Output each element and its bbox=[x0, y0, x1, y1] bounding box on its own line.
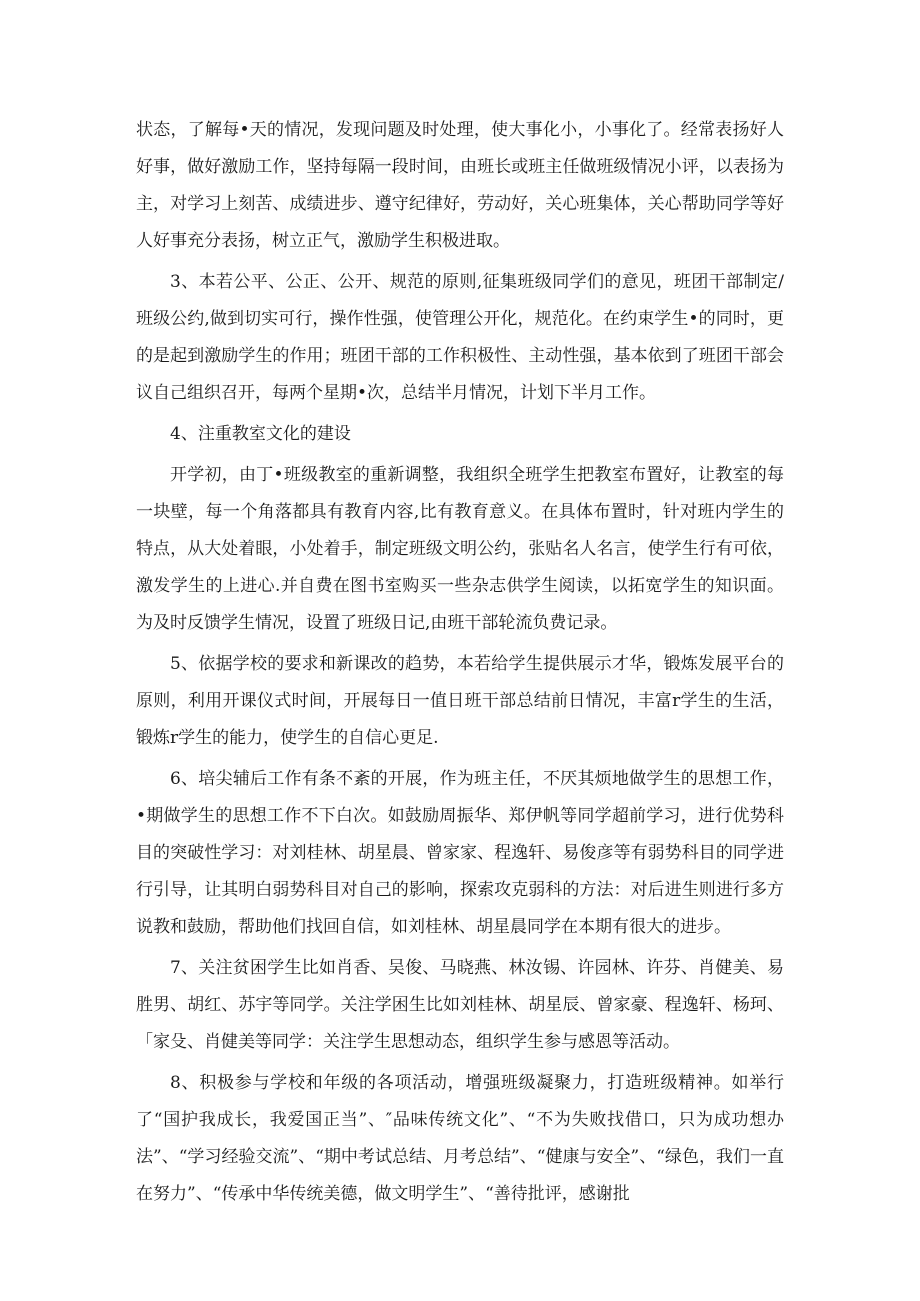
paragraph-classroom-culture: 开学初，由丁•班级教室的重新调整，我组织全班学生把教室布置好，让教室的每一块壁，每一个角落都具有教育内容,比有教育意义。在具体布置时，针对班内学生的特点，从大处着眼，小处着手，制定班级文明公约，张贴名人名言，使学生行有可依，激发学生的上进心.并自费在图书室购买一些杂志供学生阅读，以拓宽学生的知识面。为及时反馈学生情况，设置了班级日记,由班干部轮流负费记录。 bbox=[136, 465, 784, 633]
paragraph-item-3: 3、本若公平、公正、公开、规范的原则,征集班级同学们的意见，班团干部制定/班级公约,做到切实可行，操作性强，使管理公开化，规范化。在约束学生•的同时，更的是起到激励学生的作用；班团干部的工作积极性、主动性强，基本依到了班团干部会议自己组织召开，每两个星期•次，总结半月情况，计划下半月工作。 bbox=[136, 272, 784, 403]
document-body bbox=[136, 112, 784, 1217]
paragraph-item-5: 5、依据学校的要求和新课改的趋势，本若给学生提供展示才华，锻炼发展平台的原则，利用开课仪式时间，开展每日一值日班干部总结前日情况，丰富r学生的生活，锻炼r学生的能力，使学生的自信心更足. bbox=[136, 654, 784, 748]
paragraph-item-6: 6、培尖辅后工作有条不紊的开展，作为班主任，不厌其烦地做学生的思想工作，•期做学生的思想工作不下白次。如鼓励周振华、郑伊帆等同学超前学习，进行优势科目的突破性学习：对刘桂林、胡星晨、曾家家、程逸轩、易俊彦等有弱势科目的同学进行引导，让其明白弱势科目对自己的影响，探索攻克弱科的方法：对后进生则进行多方说教和鼓励，帮助他们找回自信，如刘桂林、胡星晨同学在本期有很大的进步。 bbox=[136, 769, 784, 937]
paragraph-heading-4: 4、注重教室文化的建设 bbox=[170, 424, 351, 444]
paragraph-continuation: 状态，了解每•天的情况，发现问题及时处理，使大事化小，小事化了。经常表扬好人好事，做好激励工作，坚持每隔一段时间，由班长或班主任做班级情况小评，以表扬为主，对学习上刻苦、成绩进步、遵守纪律好，劳动好，关心班集体，关心帮助同学等好人好事充分表扬，树立正气，激励学生积极进取。 bbox=[136, 120, 784, 251]
paragraph-item-8: 8、积极参与学校和年级的各项活动，增强班级凝聚力，打造班级精神。如举行了“国护我成长，我爱国正当”、″品味传统文化”、“不为失败找借口，只为成功想办法”、“学习经验交流”、“期中考试总结、月考总结”、“健康与安全”、“绿色，我们一直在努力”、“传承中华传统美德，做文明学生”、“善待批评，感谢批 bbox=[136, 1073, 784, 1204]
paragraph-item-7: 7、关注贫困学生比如肖香、吴俊、马晓燕、林汝锡、许园林、许芬、肖健美、易胜男、胡红、苏宇等同学。关注学困生比如刘桂林、胡星辰、曾家豪、程逸轩、杨珂、「家殳、肖健美等同学：关注学生思想动态，组织学生参与感恩等活动。 bbox=[136, 958, 784, 1052]
